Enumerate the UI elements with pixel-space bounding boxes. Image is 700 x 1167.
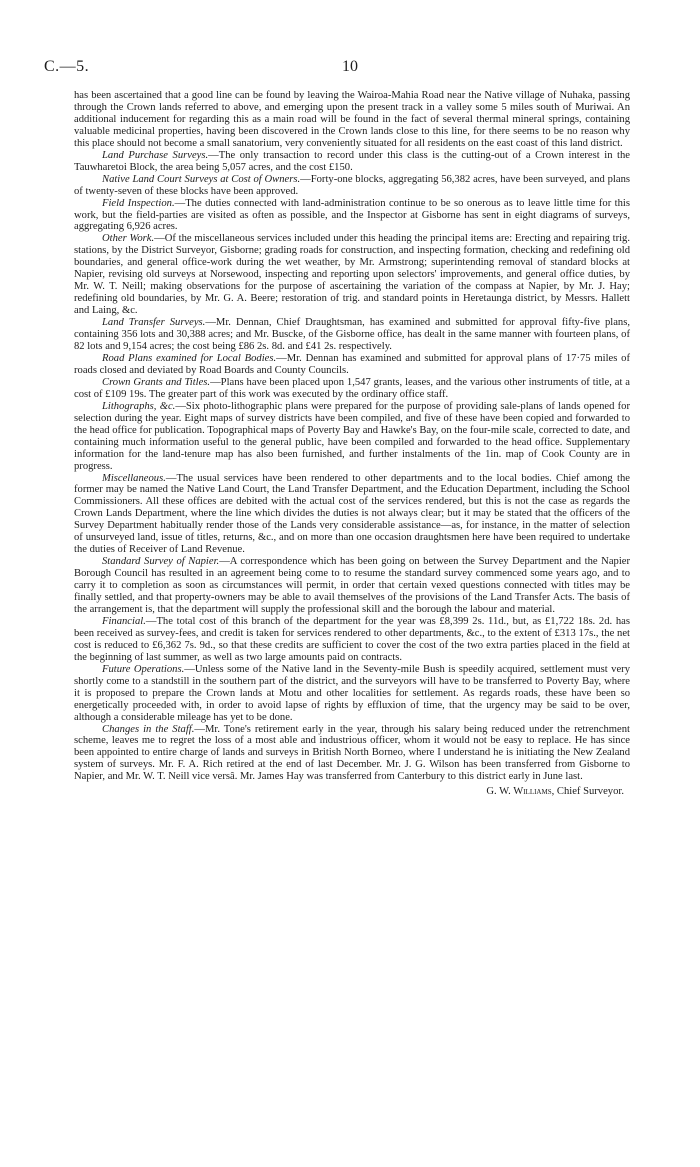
paragraph-text: —Unless some of the Native land in the Seventy-mile Bush is speedily acquired, settlement must very shortly come to a standstill in the southern part of the district, and the surveyors will have to be transferred to Poverty Bay, where it is proposed to prepare the Crown lands at Motu and other localities for settlement. As regards roads, these have been so energetically proceeded with, in order to avoid lapse of rights by effluxion of time, that the urgency may be said to be over, although a considerable mileage has yet to be done. xyxy=(74,663,630,723)
paragraph xyxy=(74,616,630,664)
paragraph xyxy=(74,377,630,401)
paragraph-heading: Land Transfer Surveys. xyxy=(102,317,206,329)
paragraph-heading: Future Operations. xyxy=(102,663,185,675)
paragraph xyxy=(74,317,630,353)
paragraph-heading: Financial. xyxy=(102,615,146,627)
paragraph-text: —Mr. Dennan, Chief Draughtsman, has examined and submitted for approval fifty-five plans, containing 356 lots and 30,388 acres; and Mr. Buscke, of the Gisborne office, has dealt in the same manner with fourteen plans, of 82 lots and 9,154 acres; the cost being £86 2s. 8d. and £41 2s. respectively. xyxy=(74,317,630,353)
paragraph xyxy=(74,401,630,473)
paragraph-heading: Field Inspection. xyxy=(102,197,175,209)
paragraph-heading: Miscellaneous. xyxy=(102,472,166,484)
paragraph-text: —The duties connected with land-administration continue to be so onerous as to leave little time for this work, but the field-parties are visited as often as possible, and the Inspector at Gisborne has sent in eight diagrams of surveys, aggregating 6,926 acres. xyxy=(74,197,630,233)
paragraph-heading: Lithographs, &c. xyxy=(102,400,176,412)
paragraph-heading: Land Purchase Surveys. xyxy=(102,149,209,161)
paragraph xyxy=(74,174,630,198)
paragraph xyxy=(74,664,630,724)
paragraph-text: —Forty-one blocks, aggregating 56,382 acres, have been surveyed, and plans of twenty-seven of these blocks have been approved. xyxy=(74,173,630,197)
paragraph-text: —Plans have been placed upon 1,547 grants, leases, and the various other instruments of title, at a cost of £109 19s. The greater part of this work was executed by the ordinary office staff. xyxy=(74,376,630,400)
paragraph-text: —The usual services have been rendered to other departments and to the local bodies. Chief among the former may be named the Native Land Court, the Land Transfer Department, and the Education Department, including the School Commissioners. All these offices are debited with the actual cost of the services rendered, but this is not the case as regards the Crown Lands Department, where the line which divides the duties is not always clear; but it may be stated that the officers of the Survey Department habitually render those of the Lands very considerable assistance—as, for instance, in the matter of selection of unsurveyed land, issue of titles, returns, &c., and on more than one occasion draughtsmen here have been required to undertake the duties of Receiver of Land Revenue. xyxy=(74,472,630,556)
paragraph-text: —Mr. Tone's retirement early in the year, through his salary being reduced under the retrenchment scheme, leaves me to regret the loss of a most able and industrious officer, whom it would not be easy to replace. He has since been appointed to entire charge of lands and surveys in British North Borneo, where I understand he is initiating the New Zealand system of surveys. Mr. F. A. Rich retired at the end of last December. Mr. J. G. Wilson has been transferred from Gisborne to Napier, and Mr. W. T. Neill vice versâ. Mr. James Hay was transferred from Canterbury to this district early in June last. xyxy=(74,723,630,783)
paragraph-text: —A correspondence which has been going on between the Survey Department and the Napier Borough Council has resulted in an agreement being come to to resume the standard survey commenced some years ago, and to carry it to completion as soon as circumstances will permit, in order that certain vexed questions connected with titles may be finally settled, and that property-owners may be able to avail themselves of the provisions of the Land Transfer Acts. The basis of the arrangement is, that the department will supply the professional skill and the borough the labour and material. xyxy=(74,556,630,615)
page-header xyxy=(0,58,700,80)
paragraph xyxy=(74,233,630,317)
paragraph-text: —The only transaction to record under this class is the cutting-out of a Crown interest in the Tauwharetoi Block, the area being 5,057 acres, and the cost £150. xyxy=(74,149,630,173)
paragraph xyxy=(74,724,630,784)
paragraph xyxy=(74,473,630,557)
paragraph-heading: Road Plans examined for Local Bodies. xyxy=(102,352,277,364)
paragraph-heading: Changes in the Staff. xyxy=(102,723,195,735)
paragraph-text: —The total cost of this branch of the department for the year was £8,399 2s. 11d., but, as £1,722 18s. 2d. has been received as survey-fees, and credit is taken for services rendered to other departments, &c., to the extent of £313 17s., the net cost is reduced to £6,362 7s. 9d., so that these credits are sufficient to cover the cost of the two extra parties placed in the field at the beginning of last summer, as well as two large amounts paid on contracts. xyxy=(74,615,630,663)
paragraph xyxy=(74,353,630,377)
paragraph xyxy=(74,198,630,234)
paragraph-heading: Native Land Court Surveys at Cost of Owners. xyxy=(102,173,301,185)
paragraph-heading: Crown Grants and Titles. xyxy=(102,376,211,388)
paragraph-heading: Other Work. xyxy=(102,233,155,245)
paragraph xyxy=(74,90,630,150)
signatory-name: G. W. Williams xyxy=(486,786,552,798)
paragraph-text: —Mr. Dennan has examined and submitted for approval plans of 17·75 miles of roads closed and deviated by Road Boards and County Councils. xyxy=(74,352,630,376)
paragraph xyxy=(74,150,630,174)
paragraph xyxy=(74,556,630,616)
signature xyxy=(74,786,630,798)
signatory-title: , Chief Surveyor. xyxy=(551,786,624,798)
paragraph-text: —Six photo-lithographic plans were prepared for the purpose of providing sale-plans of lands opened for selection during the year. Eight maps of survey districts have been compiled, and five of these have been copied and forwarded to the head office for publication. Topographical maps of Poverty Bay and Hawke's Bay, on the four-mile scale, corrected to date, and containing much information useful to the general public, have been compiled and forwarded to the head office. Supplementary information for the land-tenure map has also been furnished, and further instalments of the 1in. map of Cook County are in progress. xyxy=(74,400,630,472)
page-number: 10 xyxy=(342,58,358,75)
paragraph-text: has been ascertained that a good line can be found by leaving the Wairoa-Mahia Road near the Native village of Nuhaka, passing through the Crown lands referred to above, and emerging upon the present track in a valley some 5 miles south of Muriwai. An additional inducement for regarding this as a main road will be found in the fact of several thermal mineral springs, containing valuable medicinal properties, having been discovered in the Crown lands close to this line, for there seems to be no reason why this place should not become a small sanatorium, very conveniently situated for all residents on the east coast of this land district. xyxy=(74,90,630,149)
report-body xyxy=(74,90,630,798)
document-reference: C.—5. xyxy=(44,58,90,75)
paragraph-heading: Standard Survey of Napier. xyxy=(102,556,220,568)
paragraph-text: —Of the miscellaneous services included under this heading the principal items are: Erecting and repairing trig. stations, by the District Surveyor, Gisborne; grading roads for construction, and inspecting formation, checking and redefining old boundaries, and general office-work during the wet weather, by Mr. Armstrong; superintending removal of standard blocks at Napier, revising old surveys at Norsewood, inspecting and reporting upon selectors' improvements, and general office duties, by Mr. W. T. Neill; making observations for the purpose of ascertaining the variation of the compass at Napier, by Mr. J. Hay; redefining old boundaries, by Mr. G. A. Beere; restoration of trig. and standard points in Heretaunga district, by Messrs. Hallett and Laing, &c. xyxy=(74,233,630,317)
